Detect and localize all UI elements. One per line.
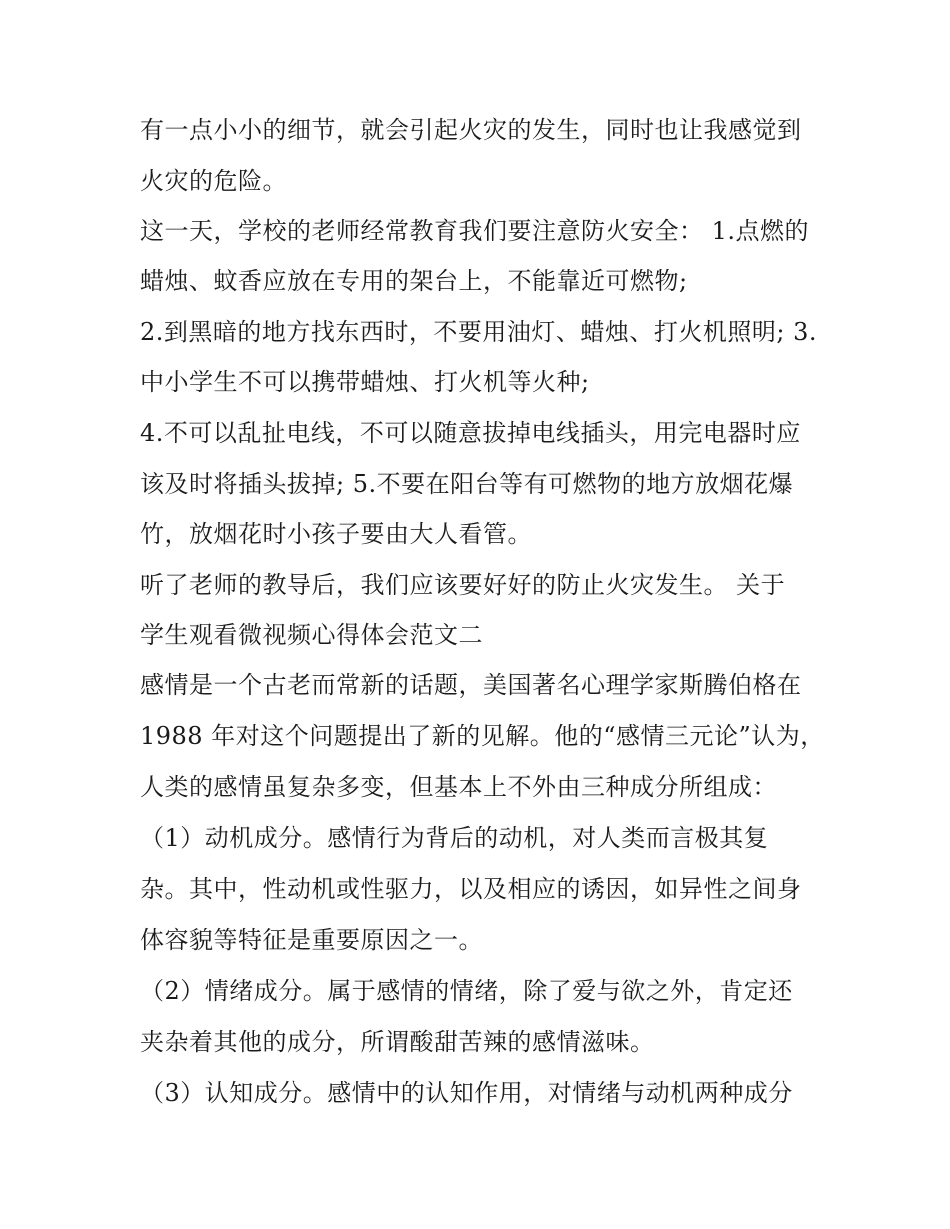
text-line: （2）情绪成分。属于感情的情绪，除了爱与欲之外，肯定还 [140, 977, 793, 1005]
text-line: 火灾的危险。 [140, 167, 287, 195]
text-line: 体容貌等特征是重要原因之一。 [140, 926, 483, 954]
text-line: 4.不可以乱扯电线，不可以随意拔掉电线插头，用完电器时应 [140, 419, 801, 447]
text-line: 听了老师的教导后，我们应该要好好的防止火灾发生。 关于 [140, 571, 786, 599]
text-line: 该及时将插头拔掉; 5.不要在阳台等有可燃物的地方放烟花爆 [140, 470, 794, 498]
text-line: 蜡烛、蚊香应放在专用的架台上，不能靠近可燃物; [140, 267, 688, 295]
text-line: （3）认知成分。感情中的认知作用，对情绪与动机两种成分 [140, 1079, 793, 1107]
text-line: 杂。其中，性动机或性驱力，以及相应的诱因，如异性之间身 [140, 875, 802, 903]
text-line: 夹杂着其他的成分，所谓酸甜苦辣的感情滋味。 [140, 1028, 655, 1056]
text-line: 中小学生不可以携带蜡烛、打火机等火种; [140, 368, 590, 396]
text-line: （1）动机成分。感情行为背后的动机，对人类而言极其复 [140, 824, 769, 852]
text-line: 这一天，学校的老师经常教育我们要注意防火安全： 1.点燃的 [140, 217, 810, 245]
text-line: 竹，放烟花时小孩子要由大人看管。 [140, 520, 532, 548]
text-line: 1988 年对这个问题提出了新的见解。他的“感情三元论”认为， [140, 722, 825, 750]
text-line: 人类的感情虽复杂多变，但基本上不外由三种成分所组成： [140, 773, 777, 801]
text-line: 感情是一个古老而常新的话题，美国著名心理学家斯腾伯格在 [140, 671, 802, 699]
section-heading: 学生观看微视频心得体会范文二 [140, 621, 483, 649]
text-line: 有一点小小的细节，就会引起火灾的发生，同时也让我感觉到 [140, 116, 802, 144]
text-line: 2.到黑暗的地方找东西时，不要用油灯、蜡烛、打火机照明; 3. [140, 318, 818, 346]
